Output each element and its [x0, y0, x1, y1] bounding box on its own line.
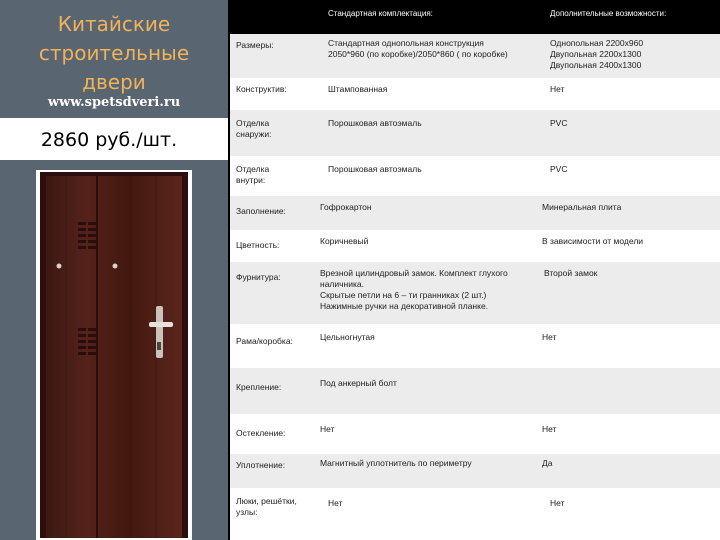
- row-standard: Порошковая автоэмаль: [328, 118, 422, 128]
- brand-title-line: двери: [82, 70, 146, 94]
- table-row: [230, 262, 720, 324]
- table-row: [230, 156, 720, 196]
- row-label: Крепление:: [236, 382, 282, 392]
- brand-title-line: Китайские: [57, 12, 171, 36]
- row-extra: Нет: [542, 424, 557, 434]
- row-label: Цветность:: [236, 240, 280, 250]
- price-label: 2860 руб./шт.: [40, 129, 178, 151]
- row-extra: Минеральная плита: [542, 202, 622, 212]
- table-row: [230, 34, 720, 78]
- row-extra: Однопольная 2200х960 Двупольная 2200х1300 Двупольная 2400х1300: [550, 38, 644, 70]
- row-label: Размеры:: [236, 40, 274, 50]
- row-label: Рама/коробка:: [236, 336, 293, 346]
- row-standard: Коричневый: [320, 236, 369, 246]
- table-row: [230, 110, 720, 156]
- spec-table: [230, 0, 720, 540]
- row-extra: PVC: [550, 164, 568, 174]
- table-row: [230, 324, 720, 368]
- row-standard: Гофрокартон: [320, 202, 372, 212]
- header-extra: Дополнительные возможности:: [550, 9, 667, 18]
- row-standard: Штампованная: [328, 84, 388, 94]
- row-label: Заполнение:: [236, 206, 286, 216]
- row-extra: Нет: [550, 498, 565, 508]
- row-standard: Врезной цилиндровый замок. Комплект глухого наличника. Скрытые петли на 6 – ти гранниках (2 шт.) Нажимные ручки на декоративной планке.: [320, 268, 508, 311]
- row-label: Уплотнение:: [236, 460, 286, 470]
- table-row: [230, 414, 720, 454]
- table-row: [230, 196, 720, 230]
- row-standard: Порошковая автоэмаль: [328, 164, 422, 174]
- row-extra: PVC: [550, 118, 568, 128]
- row-standard: Нет: [320, 424, 335, 434]
- header-standard: Стандартная комплектация:: [328, 9, 433, 18]
- row-extra: Да: [542, 458, 553, 468]
- website-link[interactable]: www.spetsdveri.ru: [47, 95, 181, 110]
- table-row: [230, 488, 720, 540]
- row-label: Фурнитура:: [236, 272, 281, 282]
- row-standard: Магнитный уплотнитель по периметру: [320, 458, 472, 468]
- row-label: Люки, решётки, узлы:: [236, 496, 297, 517]
- door-image: [36, 170, 192, 540]
- table-row: [230, 230, 720, 262]
- table-row: [230, 454, 720, 488]
- row-standard: Нет: [328, 498, 343, 508]
- row-standard: Цельногнутая: [320, 332, 375, 342]
- brand-title: [0, 10, 228, 97]
- row-extra: Нет: [542, 332, 557, 342]
- row-standard: Под анкерный болт: [320, 378, 397, 388]
- table-row: [230, 78, 720, 110]
- row-extra: Нет: [550, 84, 565, 94]
- row-label: Остекление:: [236, 428, 286, 438]
- row-standard: Стандартная однопольная конструкция 2050*960 (по коробке)/2050*860 ( по коробке): [328, 38, 508, 59]
- row-label: Отделка снаружи:: [236, 118, 272, 139]
- row-extra: В зависимости от модели: [542, 236, 644, 246]
- table-row: [230, 368, 720, 414]
- row-label: Отделка внутри:: [236, 164, 270, 185]
- brand-title-line: строительные: [38, 41, 190, 65]
- row-extra: Второй замок: [544, 268, 598, 278]
- row-label: Конструктив:: [236, 84, 287, 94]
